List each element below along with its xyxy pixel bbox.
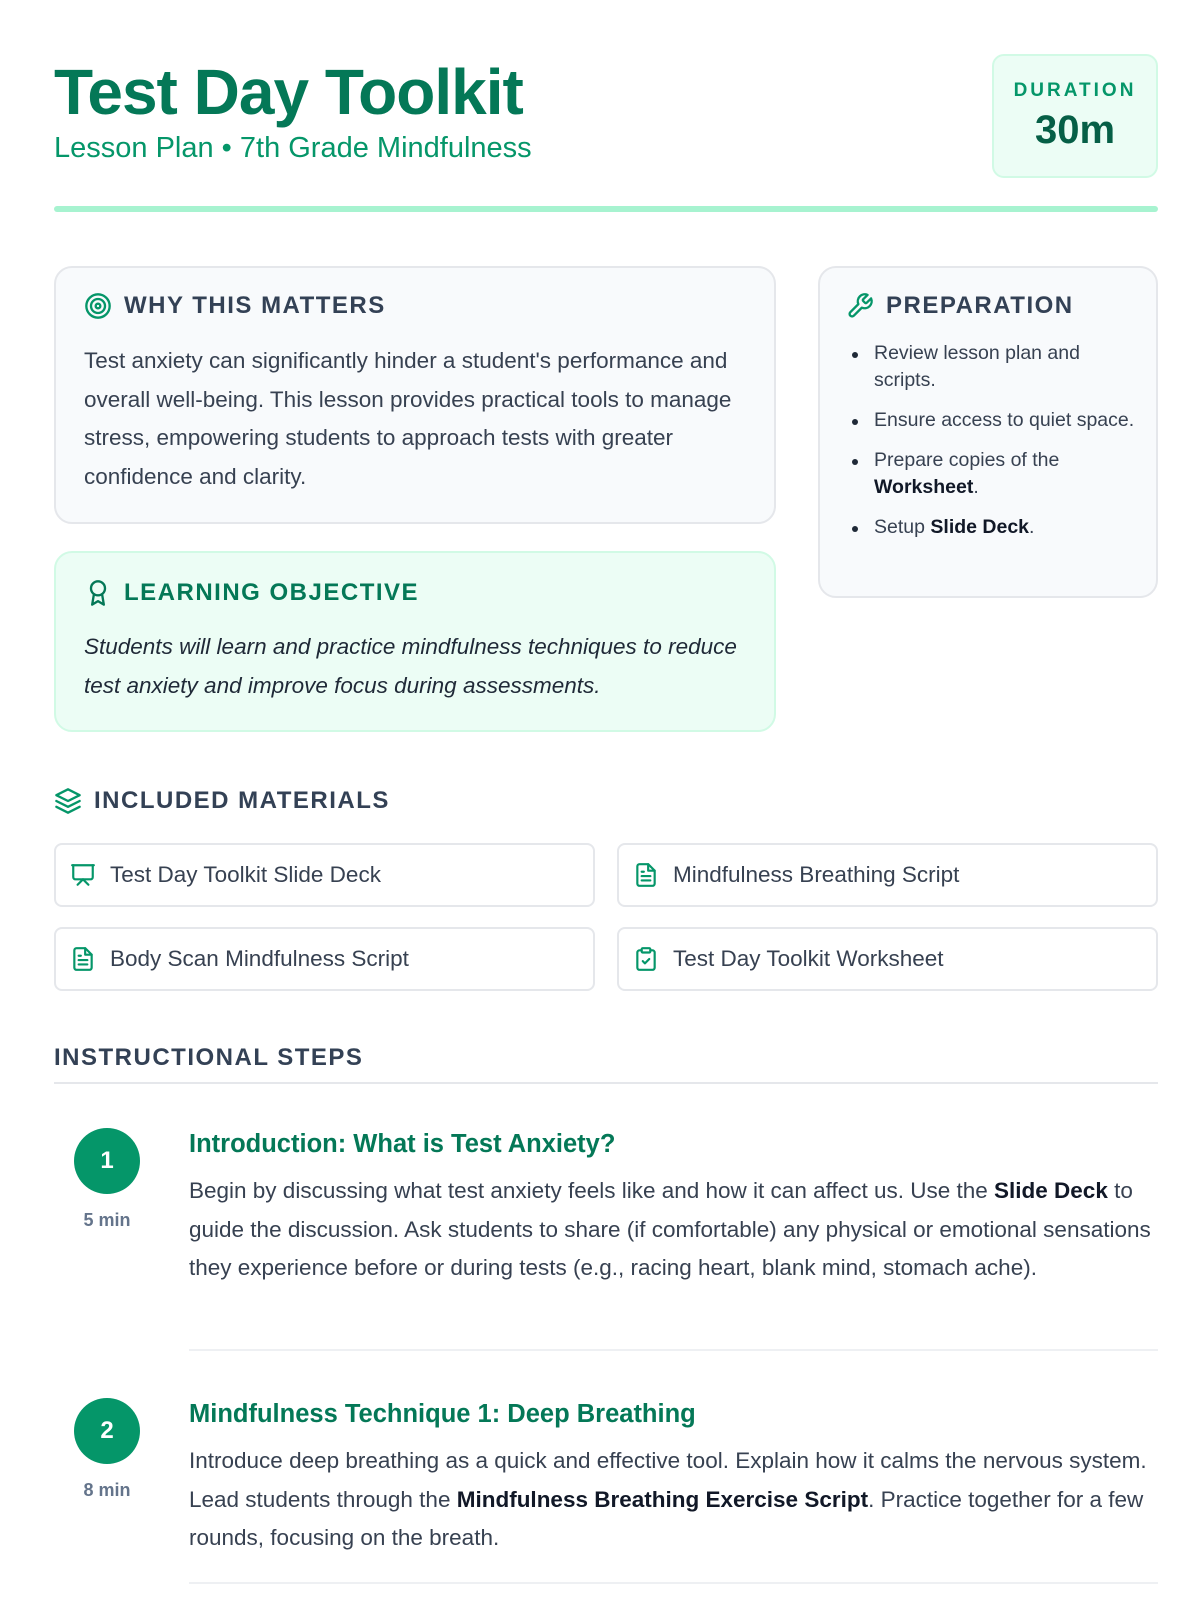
- step-divider: [189, 1349, 1158, 1351]
- duration-value: 30m: [1034, 108, 1116, 152]
- objective-heading: [84, 579, 419, 607]
- steps-heading: INSTRUCTIONAL STEPS: [54, 1044, 364, 1071]
- document-icon: [633, 862, 659, 888]
- why-this-matters-card: [54, 266, 776, 524]
- material-slide-deck[interactable]: [54, 843, 595, 907]
- material-label: Body Scan Mindfulness Script: [110, 946, 409, 971]
- materials-heading-text: INCLUDED MATERIALS: [94, 787, 390, 814]
- step-duration: 8 min: [83, 1480, 131, 1500]
- step-description: Begin by discussing what test anxiety feels like and how it can affect us. Use the Slide Deck to guide the discussion. Ask students to share (if comfortable) any physical or emotional sensations they experience before or during tests (e.g., racing heart, blank mind, stomach ache).: [189, 1178, 1151, 1280]
- material-body-scan-script[interactable]: [54, 927, 595, 991]
- why-text: Test anxiety can significantly hinder a student's performance and overall well-being. This lesson provides practical tools to manage stress, empowering students to approach tests with greater confidence and clarity.: [84, 348, 732, 489]
- objective-heading-text: LEARNING OBJECTIVE: [124, 579, 420, 606]
- step-description: Introduce deep breathing as a quick and effective tool. Explain how it calms the nervous system. Lead students through the Mindfulness Breathing Exercise Script. Practice together for a few rounds, focusing on the breath.: [189, 1448, 1147, 1550]
- material-label: Mindfulness Breathing Script: [673, 862, 960, 887]
- objective-text: Students will learn and practice mindfulness techniques to reduce test anxiety and improve focus during assessments.: [84, 634, 737, 698]
- preparation-list: [846, 340, 1140, 554]
- step-duration: 5 min: [83, 1210, 131, 1230]
- why-heading: [84, 292, 386, 320]
- step-title: Mindfulness Technique 1: Deep Breathing: [189, 1400, 696, 1428]
- preparation-item: Ensure access to quiet space.: [846, 407, 1140, 434]
- step-number-badge: 2: [74, 1398, 140, 1464]
- instruction-step-1: [54, 1128, 1158, 1368]
- page-title: Test Day Toolkit: [54, 56, 523, 128]
- preparation-heading-text: PREPARATION: [886, 292, 1074, 319]
- material-worksheet[interactable]: [617, 927, 1158, 991]
- material-label: Test Day Toolkit Worksheet: [673, 946, 944, 971]
- presentation-icon: [70, 862, 96, 888]
- step-divider: [189, 1582, 1158, 1584]
- preparation-card: [818, 266, 1158, 598]
- step-title: Introduction: What is Test Anxiety?: [189, 1130, 616, 1158]
- layers-icon: [54, 787, 82, 815]
- award-icon: [84, 579, 112, 607]
- target-icon: [84, 292, 112, 320]
- clipboard-check-icon: [633, 946, 659, 972]
- page-header: [54, 50, 1158, 180]
- document-icon: [70, 946, 96, 972]
- header-divider: [54, 206, 1158, 212]
- preparation-heading: [846, 292, 1074, 320]
- duration-label: DURATION: [1013, 80, 1137, 101]
- material-breathing-script[interactable]: [617, 843, 1158, 907]
- wrench-icon: [846, 292, 874, 320]
- learning-objective-card: [54, 551, 776, 732]
- lesson-plan-page: [54, 0, 1158, 1600]
- material-label: Test Day Toolkit Slide Deck: [110, 862, 381, 887]
- why-heading-text: WHY THIS MATTERS: [124, 292, 386, 319]
- steps-divider: [54, 1082, 1158, 1084]
- preparation-item: Review lesson plan and scripts.: [846, 340, 1140, 394]
- preparation-item: Prepare copies of the Worksheet.: [846, 447, 1140, 501]
- page-subtitle: Lesson Plan • 7th Grade Mindfulness: [54, 132, 532, 164]
- instruction-step-2: [54, 1398, 1158, 1588]
- step-number-badge: 1: [74, 1128, 140, 1194]
- preparation-item: Setup Slide Deck.: [846, 514, 1140, 541]
- materials-heading: [54, 787, 390, 815]
- duration-badge: [992, 54, 1158, 178]
